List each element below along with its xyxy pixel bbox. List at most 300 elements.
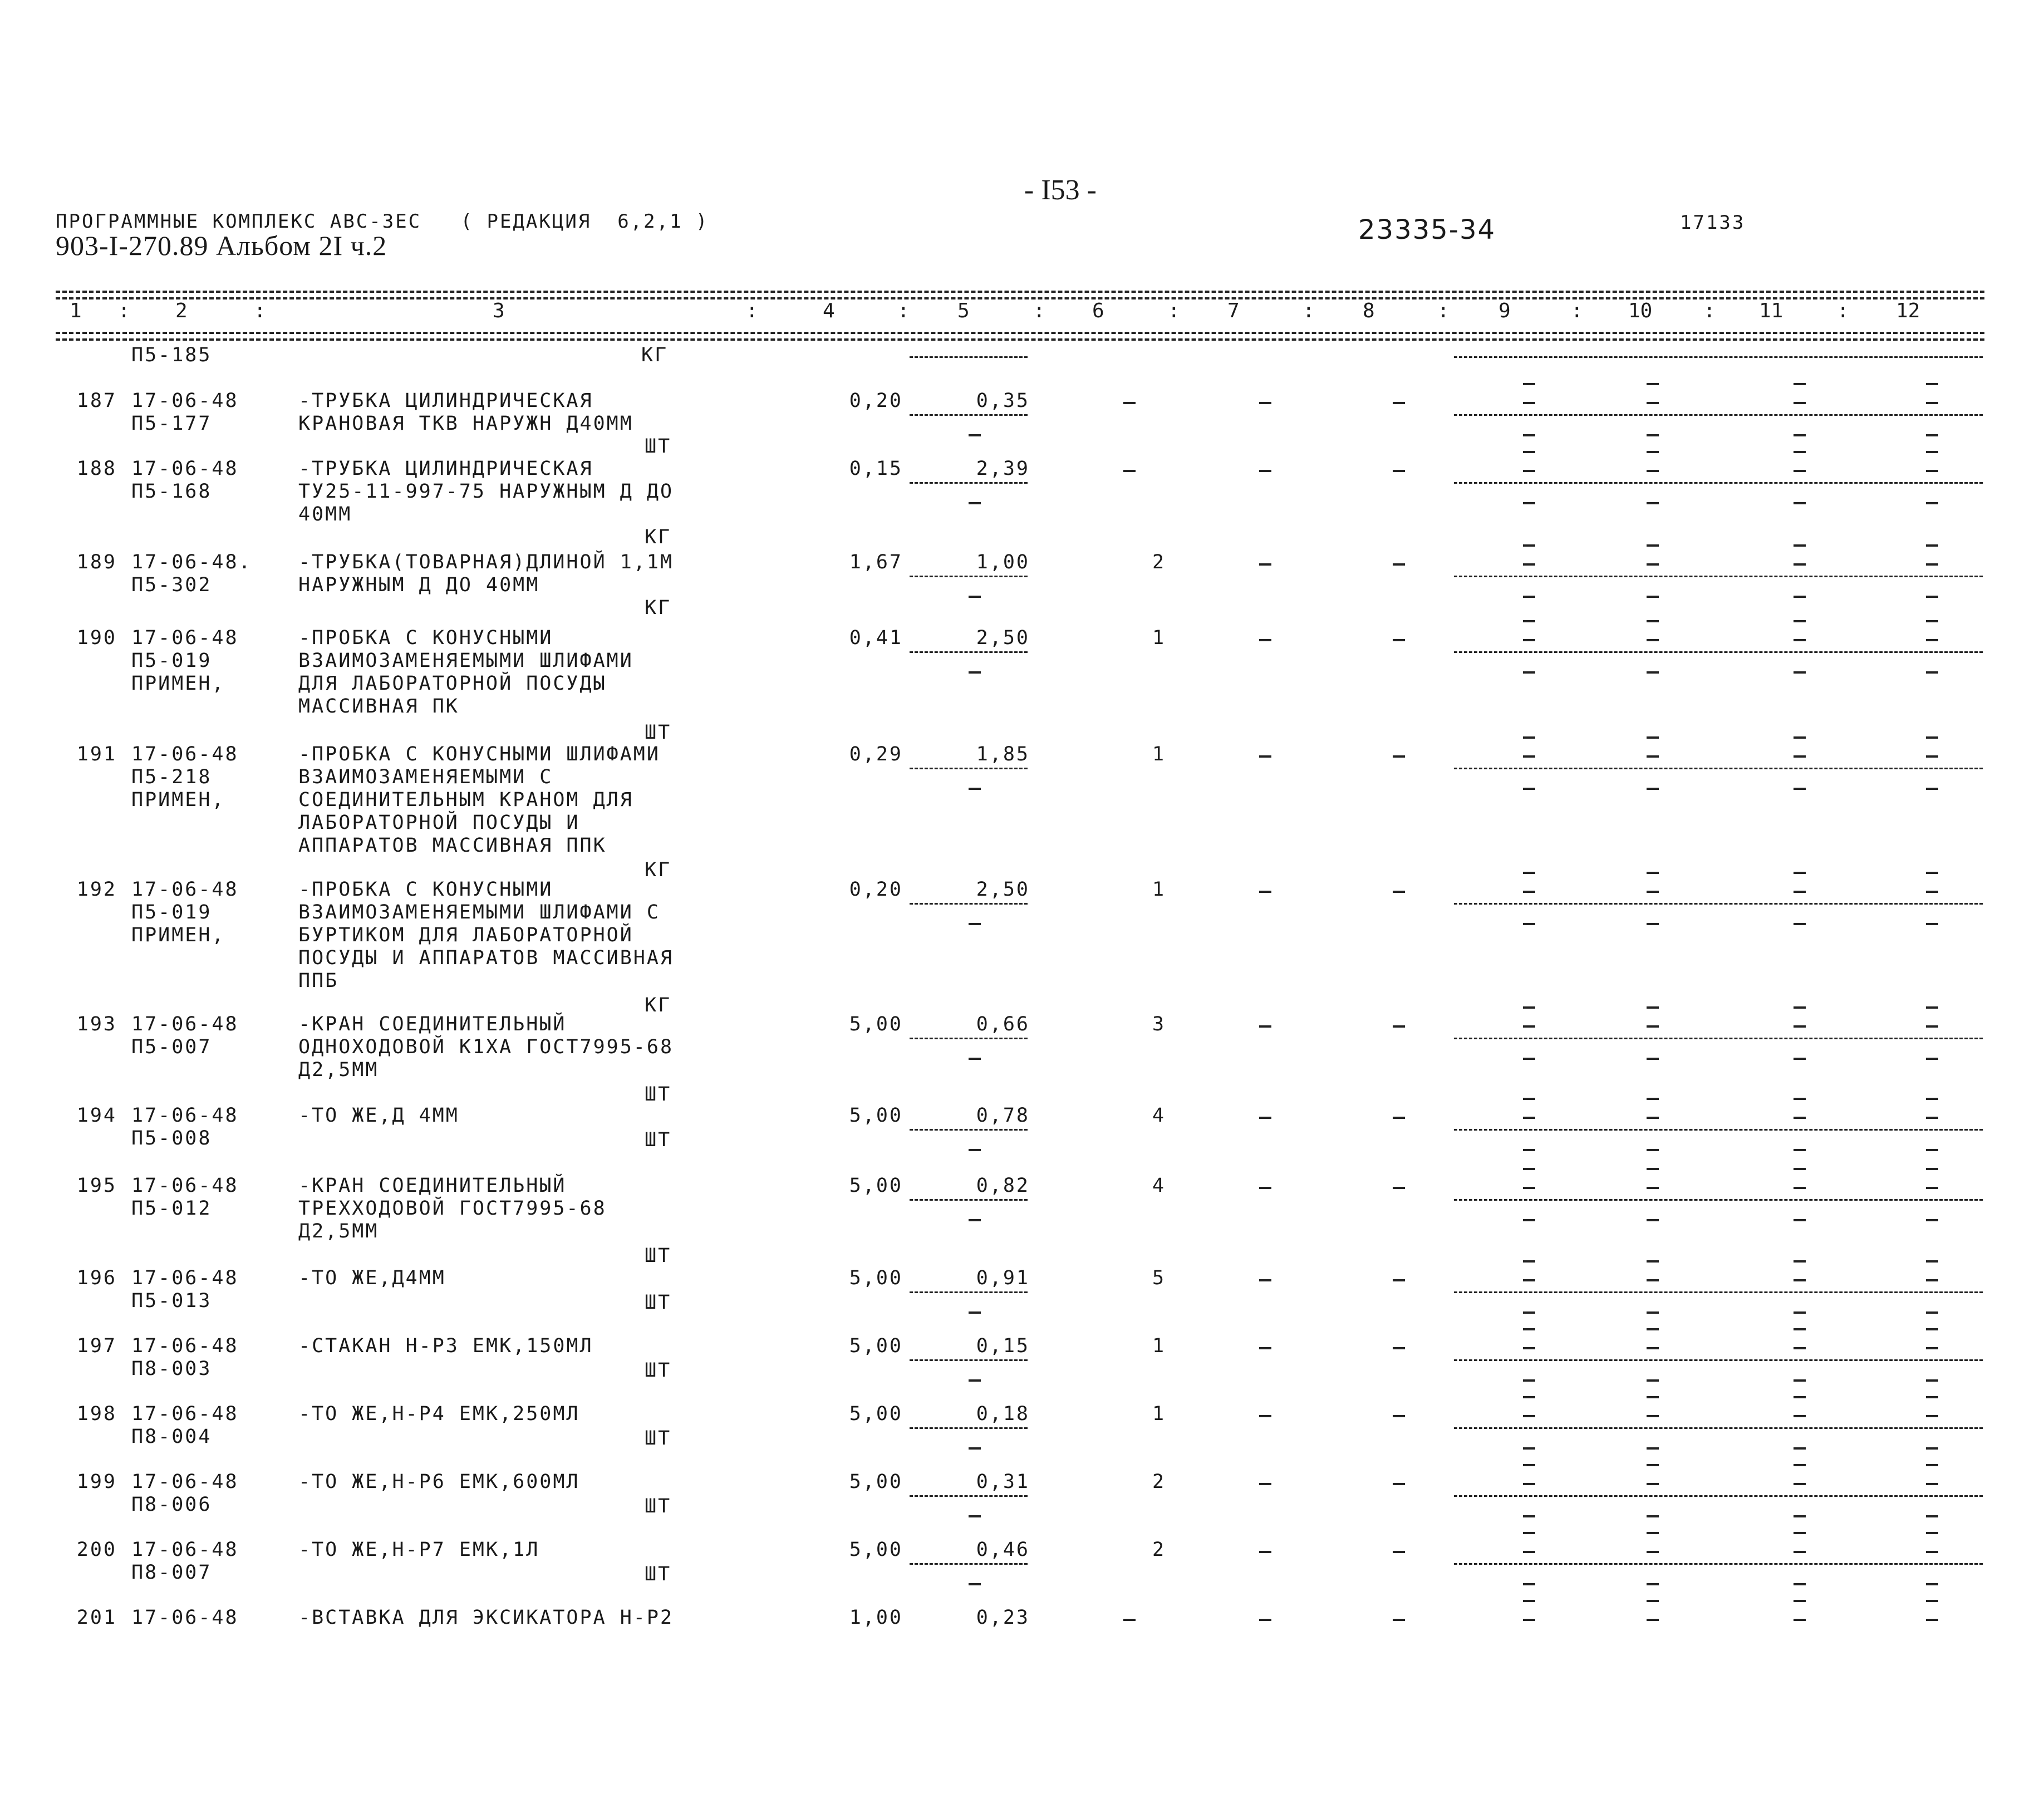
- column-9-dash: [1523, 470, 1535, 472]
- unit-of-measure: ШТ: [645, 1083, 672, 1106]
- column-4-value: 0,20: [849, 390, 903, 412]
- row-number: 196: [76, 1267, 117, 1289]
- column-11-dash: [1794, 1098, 1806, 1100]
- subtotal-rule: [910, 1291, 1028, 1293]
- column-10-dash: [1647, 1583, 1659, 1585]
- column-11-dash: [1794, 788, 1806, 790]
- column-6-value: 2: [1152, 1471, 1166, 1493]
- column-8-dash: [1393, 891, 1405, 893]
- continuation-code: П5-185: [131, 344, 212, 366]
- subtotal-rule: [910, 414, 1028, 416]
- column-8-dash: [1393, 1415, 1405, 1417]
- row-number: 190: [76, 627, 117, 649]
- column-header-4: 4: [823, 299, 835, 322]
- column-6-value: 2: [1152, 1539, 1166, 1561]
- resource-code: 17-06-48: [131, 1607, 239, 1629]
- column-12-dash: [1926, 755, 1938, 758]
- resource-description: -ТРУБКА ЦИЛИНДРИЧЕСКАЯ ТУ25-11-997-75 НАРУЖНЫМ Д ДО 40ММ: [298, 458, 674, 525]
- column-5-value: 0,82: [976, 1175, 1030, 1197]
- column-11-dash: [1794, 1396, 1806, 1398]
- column-10-dash: [1647, 1149, 1659, 1151]
- column-10-dash: [1647, 470, 1659, 472]
- subtotal-rule: [910, 1427, 1028, 1429]
- subtotal-rule: [910, 903, 1028, 905]
- subtotal-rule: [1454, 1563, 1983, 1565]
- column-10-dash: [1647, 1415, 1659, 1417]
- column-9-dash: [1523, 1168, 1535, 1170]
- resource-description: -ТРУБКА ЦИЛИНДРИЧЕСКАЯ КРАНОВАЯ ТКВ НАРУЖН Д40ММ: [298, 390, 633, 435]
- unit-of-measure: КГ: [645, 597, 672, 619]
- column-5-value: 2,50: [976, 627, 1030, 649]
- column-12-dash: [1926, 1187, 1938, 1189]
- subtotal-rule: [910, 1359, 1028, 1361]
- subtotal-rule: [910, 1129, 1028, 1131]
- column-7-dash: [1259, 1619, 1271, 1621]
- column-8-dash: [1393, 563, 1405, 566]
- column-10-dash: [1647, 1447, 1659, 1450]
- column-9-dash: [1523, 402, 1535, 404]
- column-6-value: 1: [1152, 627, 1166, 649]
- column-8-dash: [1393, 755, 1405, 758]
- column-7-dash: [1259, 1347, 1271, 1349]
- column-4-value: 5,00: [849, 1104, 903, 1127]
- subtotal-rule: [1454, 1038, 1983, 1039]
- column-10-dash: [1647, 1600, 1659, 1602]
- column-12-dash: [1926, 1379, 1938, 1382]
- column-9-dash: [1523, 563, 1535, 566]
- column-4-value: 5,00: [849, 1403, 903, 1425]
- column-header-11: 11: [1759, 299, 1783, 322]
- column-11-dash: [1794, 1483, 1806, 1485]
- resource-description: -КРАН СОЕДИНИТЕЛЬНЫЙ ТРЕХХОДОВОЙ ГОСТ7995-68 Д2,5ММ: [298, 1175, 607, 1242]
- column-9-dash: [1523, 1483, 1535, 1485]
- column-6-dash: [1123, 470, 1136, 472]
- subtotal-rule: [1454, 414, 1983, 416]
- column-10-dash: [1647, 502, 1659, 504]
- column-11-dash: [1794, 402, 1806, 404]
- column-header-5: 5: [957, 299, 970, 322]
- column-12-dash: [1926, 671, 1938, 674]
- column-11-dash: [1794, 872, 1806, 874]
- column-9-dash: [1523, 451, 1535, 453]
- column-8-dash: [1393, 1279, 1405, 1281]
- column-9-dash: [1523, 923, 1535, 925]
- column-11-dash: [1794, 1600, 1806, 1602]
- column-9-dash: [1523, 1600, 1535, 1602]
- column-11-dash: [1794, 639, 1806, 641]
- column-10-dash: [1647, 1619, 1659, 1621]
- unit-of-measure: ШТ: [645, 1359, 672, 1382]
- column-11-dash: [1794, 502, 1806, 504]
- column-4-value: 0,20: [849, 878, 903, 901]
- column-separator: :: [1703, 299, 1716, 322]
- column-11-dash: [1794, 596, 1806, 598]
- column-7-dash: [1259, 755, 1271, 758]
- column-9-dash: [1523, 788, 1535, 790]
- column-header-8: 8: [1363, 299, 1375, 322]
- column-10-dash: [1647, 1551, 1659, 1553]
- column-8-dash: [1393, 1025, 1405, 1028]
- column-5-value: 0,31: [976, 1471, 1030, 1493]
- row-number: 192: [76, 878, 117, 901]
- column-4-value: 5,00: [849, 1539, 903, 1561]
- resource-code: 17-06-48 П8-007: [131, 1539, 239, 1584]
- resource-code: 17-06-48 П5-013: [131, 1267, 239, 1312]
- column-12-dash: [1926, 1219, 1938, 1221]
- column-8-dash: [1393, 1619, 1405, 1621]
- subtotal-rule: [910, 482, 1028, 484]
- column-7-dash: [1259, 470, 1271, 472]
- column-10-dash: [1647, 596, 1659, 598]
- column-10-dash: [1647, 891, 1659, 893]
- column-10-dash: [1647, 639, 1659, 641]
- subtotal-rule: [910, 1199, 1028, 1201]
- column-10-dash: [1647, 620, 1659, 622]
- column-9-dash: [1523, 383, 1535, 385]
- column-5-value: 0,35: [976, 390, 1030, 412]
- unit-of-measure: ШТ: [645, 1563, 672, 1585]
- resource-code: 17-06-48 П5-019 ПРИМЕН,: [131, 878, 239, 946]
- column-4-value: 0,29: [849, 743, 903, 765]
- column-separator: :: [1571, 299, 1583, 322]
- column-header-7: 7: [1227, 299, 1240, 322]
- column-10-dash: [1647, 1117, 1659, 1119]
- row-number: 200: [76, 1539, 117, 1561]
- column-11-dash: [1794, 620, 1806, 622]
- column-10-dash: [1647, 1025, 1659, 1028]
- document-number: 17133: [1680, 212, 1746, 234]
- column-11-dash: [1794, 451, 1806, 453]
- column-7-dash: [1259, 1025, 1271, 1028]
- resource-description: -ТО ЖЕ,Д4ММ: [298, 1267, 446, 1289]
- column-10-dash: [1647, 1379, 1659, 1382]
- column-11-dash: [1794, 1532, 1806, 1534]
- subtotal-rule: [1454, 482, 1983, 484]
- column-10-dash: [1647, 1532, 1659, 1534]
- column-11-dash: [1794, 923, 1806, 925]
- column-11-dash: [1794, 383, 1806, 385]
- column-5-dash: [969, 1583, 981, 1585]
- column-10-dash: [1647, 923, 1659, 925]
- column-10-dash: [1647, 872, 1659, 874]
- column-10-dash: [1647, 451, 1659, 453]
- column-5-value: 0,15: [976, 1335, 1030, 1357]
- column-11-dash: [1794, 1149, 1806, 1151]
- unit-of-measure: ШТ: [645, 1427, 672, 1450]
- row-number: 191: [76, 743, 117, 765]
- row-number: 187: [76, 390, 117, 412]
- column-11-dash: [1794, 1219, 1806, 1221]
- subtotal-rule: [910, 651, 1028, 653]
- resource-code: 17-06-48 П5-218 ПРИМЕН,: [131, 743, 239, 811]
- column-12-dash: [1926, 788, 1938, 790]
- column-11-dash: [1794, 1379, 1806, 1382]
- column-12-dash: [1926, 1025, 1938, 1028]
- column-10-dash: [1647, 1396, 1659, 1398]
- unit-of-measure: ШТ: [645, 721, 672, 744]
- column-9-dash: [1523, 596, 1535, 598]
- column-10-dash: [1647, 1006, 1659, 1009]
- column-5-value: 1,85: [976, 743, 1030, 765]
- resource-description: -ПРОБКА С КОНУСНЫМИ ВЗАИМОЗАМЕНЯЕМЫМИ ШЛИФАМИ ДЛЯ ЛАБОРАТОРНОЙ ПОСУДЫ МАССИВНАЯ ПК: [298, 627, 633, 718]
- subtotal-rule: [910, 768, 1028, 769]
- column-12-dash: [1926, 1532, 1938, 1534]
- column-11-dash: [1794, 1347, 1806, 1349]
- column-8-dash: [1393, 1551, 1405, 1553]
- column-separator: :: [254, 299, 266, 322]
- column-12-dash: [1926, 1117, 1938, 1119]
- column-separator: :: [1033, 299, 1045, 322]
- column-12-dash: [1926, 1098, 1938, 1100]
- subtotal-rule: [910, 1495, 1028, 1497]
- column-10-dash: [1647, 1279, 1659, 1281]
- column-12-dash: [1926, 1415, 1938, 1417]
- column-6-value: 1: [1152, 1403, 1166, 1425]
- column-5-dash: [969, 434, 981, 436]
- column-12-dash: [1926, 451, 1938, 453]
- column-6-value: 1: [1152, 878, 1166, 901]
- resource-description: -СТАКАН Н-Р3 ЕМК,150МЛ: [298, 1335, 593, 1357]
- column-11-dash: [1794, 563, 1806, 566]
- column-12-dash: [1926, 1515, 1938, 1517]
- column-separator: :: [1837, 299, 1849, 322]
- column-9-dash: [1523, 620, 1535, 622]
- column-9-dash: [1523, 1396, 1535, 1398]
- continuation-unit: КГ: [641, 344, 669, 366]
- column-11-dash: [1794, 755, 1806, 758]
- column-5-value: 0,78: [976, 1104, 1030, 1127]
- column-11-dash: [1794, 1117, 1806, 1119]
- column-9-dash: [1523, 1464, 1535, 1466]
- column-10-dash: [1647, 383, 1659, 385]
- resource-description: -ТО ЖЕ,Д 4ММ: [298, 1104, 459, 1127]
- column-12-dash: [1926, 1583, 1938, 1585]
- column-7-dash: [1259, 402, 1271, 404]
- column-11-dash: [1794, 1583, 1806, 1585]
- resource-code: 17-06-48 П5-019 ПРИМЕН,: [131, 627, 239, 695]
- column-11-dash: [1794, 1619, 1806, 1621]
- column-5-value: 0,91: [976, 1267, 1030, 1289]
- resource-code: 17-06-48. П5-302: [131, 551, 252, 596]
- album-line: 903-I-270.89 Альбом 2I ч.2: [56, 230, 387, 261]
- column-8-dash: [1393, 1483, 1405, 1485]
- column-9-dash: [1523, 1219, 1535, 1221]
- subtotal-rule: [1454, 651, 1983, 653]
- column-11-dash: [1794, 1260, 1806, 1263]
- column-6-value: 4: [1152, 1104, 1166, 1127]
- column-12-dash: [1926, 383, 1938, 385]
- column-12-dash: [1926, 1483, 1938, 1485]
- resource-code: 17-06-48 П5-168: [131, 458, 239, 503]
- subtotal-rule: [1454, 1427, 1983, 1429]
- column-10-dash: [1647, 1483, 1659, 1485]
- unit-of-measure: ШТ: [645, 1245, 672, 1267]
- column-9-dash: [1523, 1415, 1535, 1417]
- column-11-dash: [1794, 891, 1806, 893]
- column-12-dash: [1926, 470, 1938, 472]
- column-12-dash: [1926, 891, 1938, 893]
- column-12-dash: [1926, 872, 1938, 874]
- column-12-dash: [1926, 1447, 1938, 1450]
- column-separator: :: [1168, 299, 1180, 322]
- column-8-dash: [1393, 1187, 1405, 1189]
- column-11-dash: [1794, 1187, 1806, 1189]
- column-9-dash: [1523, 736, 1535, 739]
- column-separator: :: [118, 299, 130, 322]
- column-12-dash: [1926, 502, 1938, 504]
- program-line: ПРОГРАММНЫЕ КОМПЛЕКС АВС-3ЕС ( РЕДАКЦИЯ 6,2,1 ): [56, 210, 709, 233]
- resource-description: -ТО ЖЕ,Н-Р6 ЕМК,600МЛ: [298, 1471, 580, 1493]
- column-6-value: 1: [1152, 1335, 1166, 1357]
- column-separator: :: [1437, 299, 1450, 322]
- subtotal-rule: [1454, 1291, 1983, 1293]
- column-7-dash: [1259, 639, 1271, 641]
- column-9-dash: [1523, 1379, 1535, 1382]
- column-11-dash: [1794, 1551, 1806, 1553]
- column-5-dash: [969, 1149, 981, 1151]
- column-7-dash: [1259, 1551, 1271, 1553]
- unit-of-measure: ШТ: [645, 1291, 672, 1314]
- subtotal-rule: [1454, 576, 1983, 577]
- column-11-dash: [1794, 1447, 1806, 1450]
- column-10-dash: [1647, 544, 1659, 547]
- column-5-dash: [969, 1219, 981, 1221]
- column-11-dash: [1794, 1311, 1806, 1314]
- column-4-value: 1,00: [849, 1607, 903, 1629]
- column-9-dash: [1523, 1098, 1535, 1100]
- page-number: - I53 -: [1024, 174, 1097, 206]
- column-4-value: 5,00: [849, 1013, 903, 1035]
- column-header-9: 9: [1498, 299, 1511, 322]
- column-10-dash: [1647, 563, 1659, 566]
- column-12-dash: [1926, 1464, 1938, 1466]
- subtotal-rule: [1454, 1495, 1983, 1497]
- column-7-dash: [1259, 563, 1271, 566]
- column-4-value: 5,00: [849, 1471, 903, 1493]
- column-7-dash: [1259, 1117, 1271, 1119]
- subtotal-rule: [1454, 903, 1983, 905]
- column-12-dash: [1926, 563, 1938, 566]
- column-9-dash: [1523, 1347, 1535, 1349]
- column-6-dash: [1123, 402, 1136, 404]
- column-10-dash: [1647, 1098, 1659, 1100]
- column-10-dash: [1647, 1219, 1659, 1221]
- row-number: 195: [76, 1175, 117, 1197]
- column-9-dash: [1523, 1149, 1535, 1151]
- resource-description: -ПРОБКА С КОНУСНЫМИ ШЛИФАМИ ВЗАИМОЗАМЕНЯЕМЫМИ С СОЕДИНИТЕЛЬНЫМ КРАНОМ ДЛЯ ЛАБОРАТОРНОЙ ПОСУДЫ И АППАРАТОВ МАССИВНАЯ ППК: [298, 743, 660, 857]
- column-9-dash: [1523, 1058, 1535, 1060]
- column-12-dash: [1926, 620, 1938, 622]
- column-12-dash: [1926, 1347, 1938, 1349]
- column-10-dash: [1647, 1515, 1659, 1517]
- unit-of-measure: ШТ: [645, 1495, 672, 1517]
- column-12-dash: [1926, 1328, 1938, 1330]
- column-10-dash: [1647, 1187, 1659, 1189]
- subtotal-rule: [910, 1038, 1028, 1039]
- column-6-value: 5: [1152, 1267, 1166, 1289]
- column-12-dash: [1926, 639, 1938, 641]
- column-9-dash: [1523, 872, 1535, 874]
- column-12-dash: [1926, 1279, 1938, 1281]
- column-11-dash: [1794, 1464, 1806, 1466]
- column-header-6: 6: [1092, 299, 1104, 322]
- column-12-dash: [1926, 544, 1938, 547]
- resource-description: -КРАН СОЕДИНИТЕЛЬНЫЙ ОДНОХОДОВОЙ К1ХА ГОСТ7995-68 Д2,5ММ: [298, 1013, 674, 1081]
- column-9-dash: [1523, 1260, 1535, 1263]
- subtotal-rule: [1454, 768, 1983, 769]
- column-12-dash: [1926, 1396, 1938, 1398]
- column-7-dash: [1259, 1279, 1271, 1281]
- column-10-dash: [1647, 1347, 1659, 1349]
- column-9-dash: [1523, 671, 1535, 674]
- continuation-rule: [910, 356, 1028, 358]
- column-12-dash: [1926, 1006, 1938, 1009]
- header-rule-top: [56, 291, 1984, 293]
- column-5-dash: [969, 788, 981, 790]
- column-5-value: 0,66: [976, 1013, 1030, 1035]
- column-5-dash: [969, 1447, 981, 1450]
- resource-description: -ВСТАВКА ДЛЯ ЭКСИКАТОРА Н-Р2: [298, 1607, 674, 1629]
- column-5-value: 0,46: [976, 1539, 1030, 1561]
- column-9-dash: [1523, 1532, 1535, 1534]
- resource-code: 17-06-48 П5-012: [131, 1175, 239, 1220]
- column-11-dash: [1794, 470, 1806, 472]
- column-12-dash: [1926, 1168, 1938, 1170]
- row-number: 201: [76, 1607, 117, 1629]
- column-5-dash: [969, 923, 981, 925]
- column-header-12: 12: [1896, 299, 1920, 322]
- column-10-dash: [1647, 755, 1659, 758]
- column-header-2: 2: [175, 299, 188, 322]
- column-5-dash: [969, 671, 981, 674]
- column-8-dash: [1393, 1347, 1405, 1349]
- column-9-dash: [1523, 1583, 1535, 1585]
- unit-of-measure: КГ: [645, 859, 672, 881]
- subtotal-rule: [1454, 1199, 1983, 1201]
- column-9-dash: [1523, 1279, 1535, 1281]
- column-11-dash: [1794, 1328, 1806, 1330]
- column-10-dash: [1647, 434, 1659, 436]
- column-10-dash: [1647, 1260, 1659, 1263]
- unit-of-measure: КГ: [645, 526, 672, 548]
- column-separator: :: [746, 299, 758, 322]
- header-rule-bottom: [56, 332, 1984, 334]
- column-4-value: 5,00: [849, 1267, 903, 1289]
- column-9-dash: [1523, 1311, 1535, 1314]
- column-4-value: 5,00: [849, 1175, 903, 1197]
- column-separator: :: [1303, 299, 1315, 322]
- column-11-dash: [1794, 671, 1806, 674]
- column-12-dash: [1926, 402, 1938, 404]
- column-10-dash: [1647, 1311, 1659, 1314]
- column-10-dash: [1647, 1168, 1659, 1170]
- column-5-value: 0,18: [976, 1403, 1030, 1425]
- column-5-dash: [969, 502, 981, 504]
- row-number: 198: [76, 1403, 117, 1425]
- column-5-value: 1,00: [976, 551, 1030, 573]
- column-header-10: 10: [1628, 299, 1653, 322]
- row-number: 199: [76, 1471, 117, 1493]
- resource-code: 17-06-48 П8-003: [131, 1335, 239, 1380]
- resource-description: -ТРУБКА(ТОВАРНАЯ)ДЛИНОЙ 1,1М НАРУЖНЫМ Д ДО 40ММ: [298, 551, 674, 596]
- column-12-dash: [1926, 923, 1938, 925]
- column-7-dash: [1259, 891, 1271, 893]
- column-10-dash: [1647, 788, 1659, 790]
- column-5-dash: [969, 1058, 981, 1060]
- column-10-dash: [1647, 736, 1659, 739]
- column-5-dash: [969, 1311, 981, 1314]
- row-number: 194: [76, 1104, 117, 1127]
